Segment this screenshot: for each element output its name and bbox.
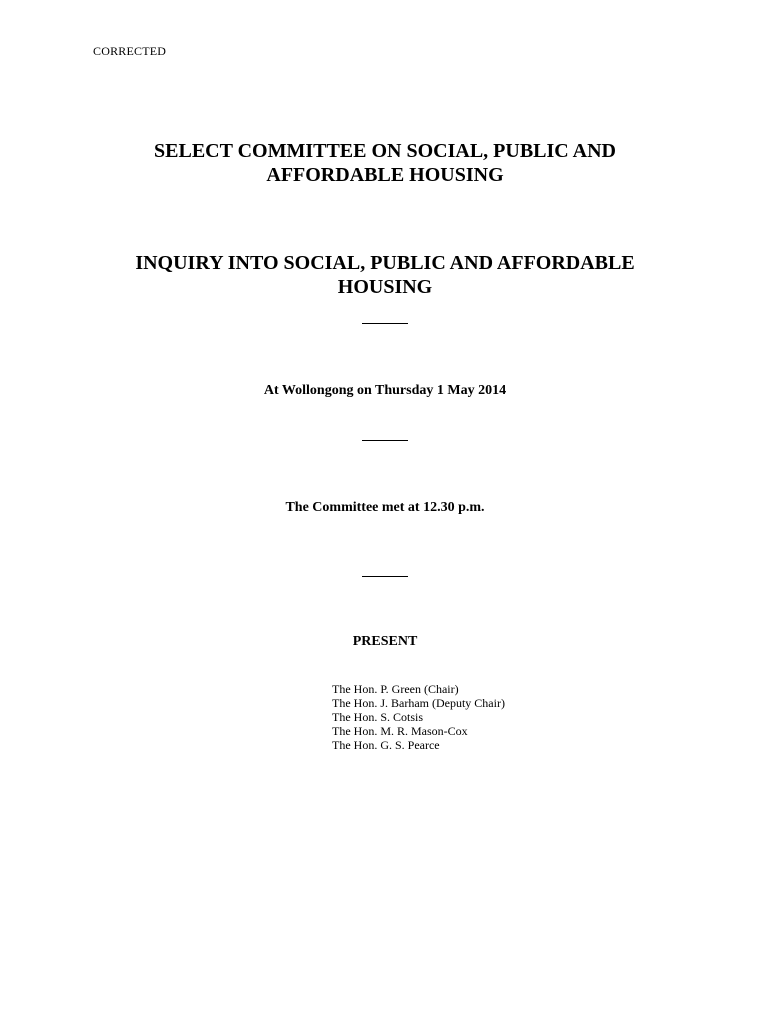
committee-title-line-1: SELECT COMMITTEE ON SOCIAL, PUBLIC AND (154, 140, 616, 162)
member-item: The Hon. G. S. Pearce (332, 738, 440, 752)
inquiry-title (0, 251, 770, 299)
member-item: The Hon. J. Barham (Deputy Chair) (332, 696, 505, 710)
member-item: The Hon. P. Green (Chair) (332, 682, 459, 696)
present-heading: PRESENT (352, 634, 418, 649)
members-list (332, 682, 505, 752)
inquiry-title-line-1: INQUIRY INTO SOCIAL, PUBLIC AND AFFORDABLE (135, 252, 635, 274)
committee-title-line-2: AFFORDABLE HOUSING (266, 164, 504, 186)
committee-title (0, 139, 770, 187)
separator-rule (362, 323, 408, 324)
member-item: The Hon. S. Cotsis (332, 710, 424, 724)
inquiry-title-line-2: HOUSING (337, 276, 433, 298)
meeting-time: The Committee met at 12.30 p.m. (285, 500, 485, 515)
separator-rule (362, 440, 408, 441)
meeting-date: At Wollongong on Thursday 1 May 2014 (263, 383, 507, 398)
member-item: The Hon. M. R. Mason-Cox (332, 724, 468, 738)
separator-rule (362, 576, 408, 577)
corrected-label: CORRECTED (93, 44, 167, 58)
